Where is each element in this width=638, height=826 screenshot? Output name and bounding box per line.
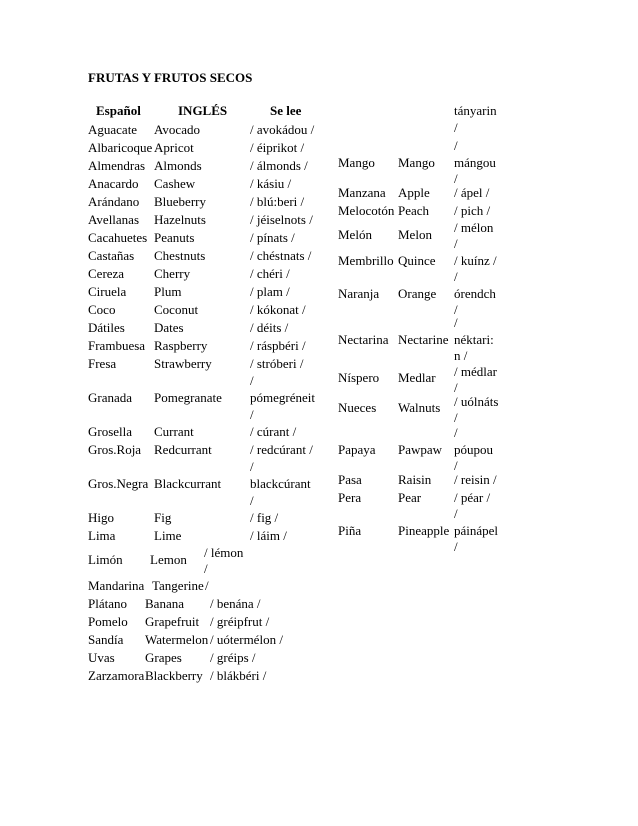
- table-cell-pron: / avokádou /: [250, 122, 315, 137]
- table-cell-pron: / déits /: [250, 320, 289, 335]
- table-cell-en: Dates: [154, 320, 184, 335]
- table-cell-pron: tányarin: [454, 103, 497, 118]
- table-cell-en: Melon: [398, 227, 432, 242]
- table-cell-es: Ciruela: [88, 284, 127, 299]
- table-cell-pron: / kuínz /: [454, 253, 497, 268]
- table-cell-en: Blackberry: [145, 668, 203, 683]
- table-cell-pron: / reisin /: [454, 472, 497, 487]
- table-cell-es: Melocotón: [338, 203, 395, 218]
- table-cell-es: Dátiles: [88, 320, 125, 335]
- table-cell-es: Papaya: [338, 442, 376, 457]
- table-cell-es: Piña: [338, 523, 362, 538]
- table-cell-pron: /: [250, 459, 254, 474]
- table-cell-es: Limón: [88, 552, 123, 567]
- table-cell-pron: / chéri /: [250, 266, 290, 281]
- table-cell-es: Mandarina: [88, 578, 145, 593]
- table-cell-pron: / gréipfrut /: [210, 614, 270, 629]
- table-cell-en: Cherry: [154, 266, 191, 281]
- table-cell-es: Coco: [88, 302, 116, 317]
- table-cell-en: Grapes: [145, 650, 182, 665]
- table-cell-pron: / benána /: [210, 596, 261, 611]
- table-cell-en: Walnuts: [398, 400, 441, 415]
- table-cell-en: Banana: [145, 596, 184, 611]
- table-cell-pron: / médlar: [454, 364, 497, 379]
- table-cell-pron: / éiprikot /: [250, 140, 305, 155]
- table-cell-es: Almendras: [88, 158, 146, 173]
- table-cell-pron: / péar /: [454, 490, 491, 505]
- table-cell-pron: /: [454, 120, 458, 135]
- table-cell-es: Anacardo: [88, 176, 139, 191]
- table-cell-pron: / lémon: [204, 545, 244, 560]
- table-cell-pron: / redcúrant /: [250, 442, 313, 457]
- table-cell-pron: / blú:beri /: [250, 194, 305, 209]
- table-cell-en: Raisin: [398, 472, 432, 487]
- table-cell-es: Mango: [338, 155, 375, 170]
- table-cell-es: Lima: [88, 528, 116, 543]
- table-cell-en: Peach: [398, 203, 430, 218]
- table-cell-pron: /: [250, 373, 254, 388]
- table-cell-en: Medlar: [398, 370, 436, 385]
- table-cell-es: Frambuesa: [88, 338, 146, 353]
- table-cell-en: Tangerine: [152, 578, 204, 593]
- table-cell-pron: / cúrant /: [250, 424, 297, 439]
- table-cell-en: Pawpaw: [398, 442, 443, 457]
- table-cell-en: Watermelon: [145, 632, 209, 647]
- table-cell-es: Nueces: [338, 400, 377, 415]
- table-cell-pron: / fig /: [250, 510, 279, 525]
- table-cell-es: Membrillo: [338, 253, 394, 268]
- table-cell-es: Manzana: [338, 185, 386, 200]
- table-cell-en: Peanuts: [154, 230, 195, 245]
- table-cell-pron: mángou: [454, 155, 496, 170]
- table-cell-pron: póupou: [454, 442, 493, 457]
- table-cell-pron: / kásiu /: [250, 176, 292, 191]
- table-cell-es: Níspero: [338, 370, 380, 385]
- table-cell-es: Fresa: [88, 356, 117, 371]
- table-cell-pron: /: [454, 236, 458, 251]
- table-cell-en: Apple: [398, 185, 430, 200]
- table-cell-es: Granada: [88, 390, 133, 405]
- table-cell-en: Orange: [398, 286, 437, 301]
- table-cell-en: Lime: [154, 528, 182, 543]
- table-cell-en: Blackcurrant: [154, 476, 222, 491]
- table-cell-es: Zarzamora: [88, 668, 145, 683]
- table-cell-pron: páinápel: [454, 523, 499, 538]
- table-cell-en: Pomegranate: [154, 390, 222, 405]
- table-cell-pron: órendch: [454, 286, 496, 301]
- table-cell-es: Plátano: [88, 596, 127, 611]
- table-cell-en: Nectarine: [398, 332, 449, 347]
- table-cell-en: Almonds: [154, 158, 202, 173]
- table-cell-pron: pómegréneit: [250, 390, 315, 405]
- table-cell-es: Higo: [88, 510, 114, 525]
- table-cell-pron: / stróberi /: [250, 356, 304, 371]
- table-cell-pron: n /: [454, 348, 468, 363]
- table-cell-pron: /: [204, 561, 208, 576]
- table-cell-es: Naranja: [338, 286, 380, 301]
- table-cell-es: Aguacate: [88, 122, 138, 137]
- table-cell-pron: / mélon: [454, 220, 494, 235]
- table-cell-en: Blueberry: [154, 194, 206, 209]
- table-cell-en: Avocado: [154, 122, 200, 137]
- page-title: FRUTAS Y FRUTOS SECOS: [88, 70, 253, 85]
- table-cell-pron: /: [250, 407, 254, 422]
- table-cell-en: Pear: [398, 490, 422, 505]
- table-cell-pron: /: [205, 578, 209, 593]
- table-cell-pron: / gréips /: [210, 650, 256, 665]
- header-spanish: Español: [96, 103, 141, 118]
- table-cell-es: Cacahuetes: [88, 230, 148, 245]
- table-cell-es: Albaricoque: [88, 140, 153, 155]
- table-cell-pron: /: [454, 458, 458, 473]
- table-cell-en: Quince: [398, 253, 436, 268]
- header-english: INGLÉS: [178, 103, 228, 118]
- table-cell-en: Coconut: [154, 302, 199, 317]
- table-cell-pron: / pich /: [454, 203, 491, 218]
- table-cell-es: Avellanas: [88, 212, 140, 227]
- table-cell-en: Apricot: [154, 140, 194, 155]
- header-pronunciation: Se lee: [270, 103, 302, 118]
- table-cell-pron: / álmonds /: [250, 158, 308, 173]
- table-cell-es: Nectarina: [338, 332, 389, 347]
- table-cell-pron: /: [454, 315, 458, 330]
- table-cell-es: Sandía: [88, 632, 124, 647]
- table-cell-pron: /: [454, 269, 458, 284]
- table-cell-pron: /: [250, 493, 254, 508]
- table-cell-pron: /: [454, 302, 458, 317]
- table-cell-es: Melón: [338, 227, 372, 242]
- table-cell-pron: / uótermélon /: [210, 632, 283, 647]
- table-cell-es: Castañas: [88, 248, 135, 263]
- table-cell-pron: néktari:: [454, 332, 494, 347]
- table-cell-en: Lemon: [150, 552, 187, 567]
- table-cell-pron: /: [454, 506, 458, 521]
- table-cell-pron: / blákbéri /: [210, 668, 267, 683]
- table-cell-en: Cashew: [154, 176, 196, 191]
- table-cell-es: Gros.Roja: [88, 442, 142, 457]
- table-cell-en: Mango: [398, 155, 435, 170]
- table-cell-pron: / ápel /: [454, 185, 490, 200]
- table-cell-pron: /: [454, 171, 458, 186]
- table-cell-pron: / uólnáts: [454, 394, 499, 409]
- table-cell-pron: /: [454, 425, 458, 440]
- table-cell-es: Cereza: [88, 266, 125, 281]
- table-cell-pron: / láim /: [250, 528, 287, 543]
- table-cell-pron: /: [454, 138, 458, 153]
- table-cell-es: Gros.Negra: [88, 476, 149, 491]
- table-cell-en: Currant: [154, 424, 194, 439]
- table-cell-en: Redcurrant: [154, 442, 212, 457]
- table-cell-en: Raspberry: [154, 338, 208, 353]
- table-cell-es: Pasa: [338, 472, 362, 487]
- table-cell-en: Chestnuts: [154, 248, 206, 263]
- table-cell-es: Arándano: [88, 194, 140, 209]
- table-cell-es: Pera: [338, 490, 362, 505]
- table-cell-pron: / jéiselnots /: [250, 212, 313, 227]
- table-cell-en: Pineapple: [398, 523, 450, 538]
- table-cell-en: Grapefruit: [145, 614, 200, 629]
- table-cell-pron: /: [454, 380, 458, 395]
- table-cell-pron: blackcúrant: [250, 476, 311, 491]
- table-cell-es: Grosella: [88, 424, 133, 439]
- table-cell-en: Strawberry: [154, 356, 212, 371]
- table-cell-pron: / kókonat /: [250, 302, 306, 317]
- table-cell-en: Hazelnuts: [154, 212, 206, 227]
- table-cell-en: Plum: [154, 284, 182, 299]
- table-cell-es: Uvas: [88, 650, 115, 665]
- table-cell-es: Pomelo: [88, 614, 128, 629]
- table-cell-pron: / chéstnats /: [250, 248, 312, 263]
- table-cell-en: Fig: [154, 510, 172, 525]
- table-cell-pron: / pínats /: [250, 230, 295, 245]
- table-cell-pron: /: [454, 410, 458, 425]
- table-cell-pron: / plam /: [250, 284, 290, 299]
- table-cell-pron: /: [454, 539, 458, 554]
- table-cell-pron: / ráspbéri /: [250, 338, 306, 353]
